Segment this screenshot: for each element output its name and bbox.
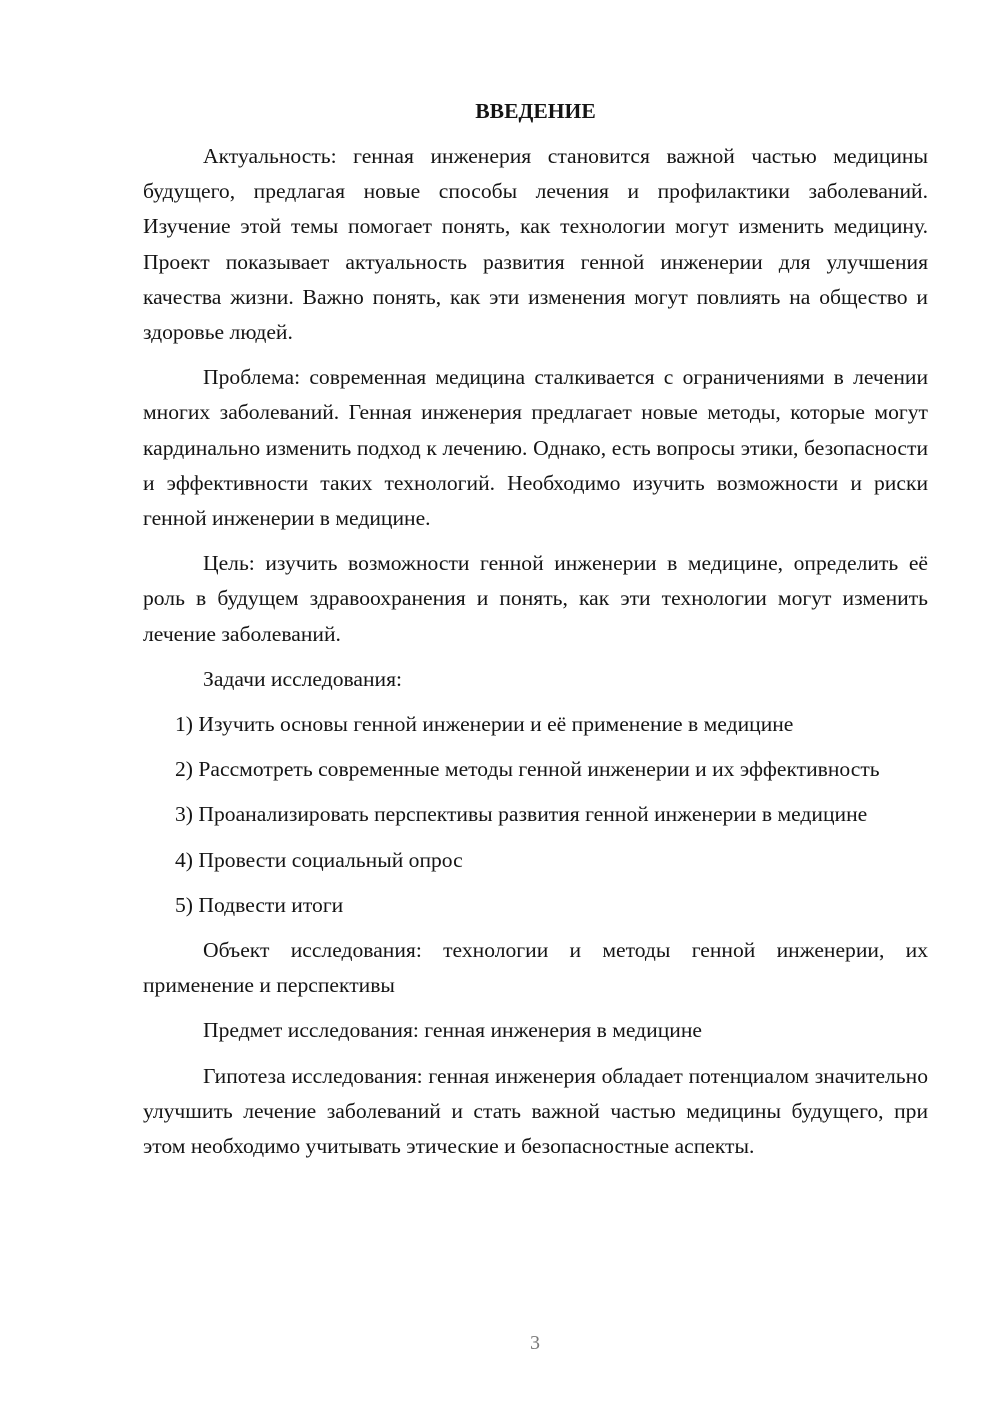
task-item-1: 1) Изучить основы генной инженерии и её применение в медицине [175,712,794,737]
goal-paragraph: Цель: изучить возможности генной инженерии в медицине, определить её роль в будущем здравоохранения и понять, как эти технологии могут изменить лечение заболеваний. [143,551,928,646]
relevance-paragraph: Актуальность: генная инженерия становится важной частью медицины будущего, предлагая новые способы лечения и профилактики заболеваний. Изучение этой темы помогает понять, как технологии могут изменить медицину. Проект показывает актуальность развития генной инженерии для улучшения качества жизни. Важно понять, как эти изменения могут повлиять на общество и здоровье людей. [143,144,928,345]
page-number: 3 [530,1332,540,1354]
hypothesis-paragraph: Гипотеза исследования: генная инженерия обладает потенциалом значительно улучшить лечение заболеваний и стать важной частью медицины будущего, при этом необходимо учитывать этические и безопасностные аспекты. [143,1063,928,1159]
subject-paragraph: Предмет исследования: генная инженерия в медицине [203,1018,702,1043]
page-body [143,94,928,1174]
task-item-2: 2) Рассмотреть современные методы генной инженерии и их эффективность [175,757,880,782]
object-paragraph: Объект исследования: технологии и методы генной инженерии, их применение и перспективы [143,938,928,998]
task-item-3: 3) Проанализировать перспективы развития генной инженерии в медицине [175,802,868,827]
task-item-4: 4) Провести социальный опрос [175,847,463,872]
section-heading: ВВЕДЕНИЕ [475,99,596,123]
problem-paragraph: Проблема: современная медицина сталкивается с ограничениями в лечении многих заболеваний. Генная инженерия предлагает новые методы, которые могут кардинально изменить подход к лечению. Однако, есть вопросы этики, безопасности и эффективности таких технологий. Необходимо изучить возможности и риски генной инженерии в медицине. [143,365,928,531]
tasks-heading: Задачи исследования: [203,666,403,691]
task-item-5: 5) Подвести итоги [175,892,344,917]
